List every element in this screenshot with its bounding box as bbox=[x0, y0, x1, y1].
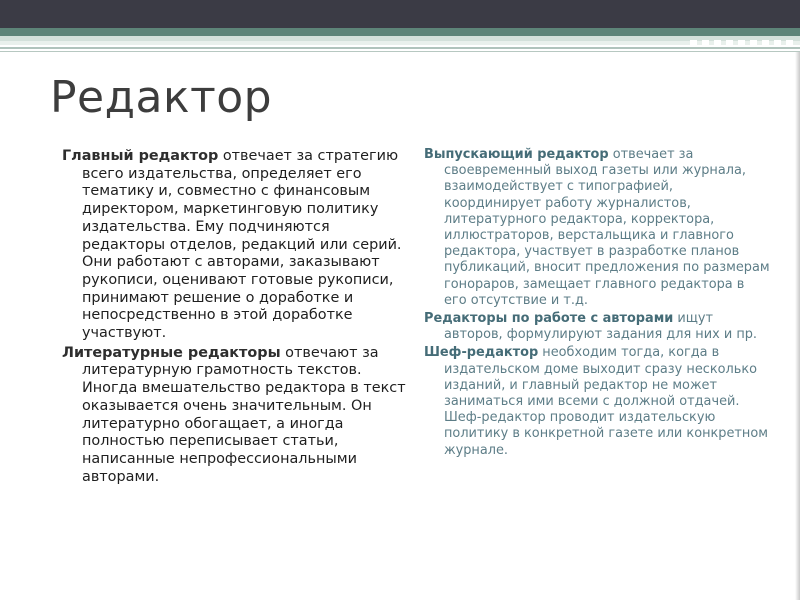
paragraph-chief-editor bbox=[62, 148, 407, 343]
paragraph-literary-editors bbox=[62, 345, 407, 487]
text-literary-editors: отвечают за литературную грамотность текстов. Иногда вмешательство редактора в текст оказывается очень значительным. Он литературно обогащает, а иногда полностью переписывает статьи, написанные непрофессиональными авторами. bbox=[82, 344, 406, 485]
term-managing-editor: Выпускающий редактор bbox=[424, 147, 609, 162]
text-chef-editor: необходим тогда, когда в издательском доме выходит сразу несколько изданий, и главный редактор не может заниматься ими всеми с должной отдачей. Шеф-редактор проводит издательскую политику в конкретной газете или конкретном журнале. bbox=[444, 345, 768, 458]
header-rule bbox=[0, 47, 800, 49]
term-chief-editor: Главный редактор bbox=[62, 148, 219, 164]
right-column bbox=[424, 147, 770, 461]
header-band-lighter bbox=[0, 41, 800, 45]
left-column bbox=[62, 148, 407, 488]
term-literary-editors: Литературные редакторы bbox=[62, 344, 281, 361]
text-chief-editor: отвечает за стратегию всего издательства, определяет его тематику и, совместно с финансовым директором, маркетинговую политику издательства. Ему подчиняются редакторы отделов, редакций или серий. Они работают с авторами, заказывают рукописи, оценивают готовые рукописи, принимают решение о доработке и непосредственно в этой доработке участвуют. bbox=[82, 148, 402, 342]
slide-title: Редактор bbox=[50, 72, 273, 123]
header-band-dark bbox=[0, 0, 800, 28]
header-band-teal bbox=[0, 28, 800, 36]
header-rule-thin bbox=[0, 51, 800, 52]
paragraph-chef-editor bbox=[424, 345, 770, 458]
paragraph-author-editors bbox=[424, 311, 770, 343]
decorative-squares bbox=[690, 40, 800, 50]
term-chef-editor: Шеф-редактор bbox=[424, 345, 539, 361]
term-author-editors: Редакторы по работе с авторами bbox=[424, 311, 674, 327]
paragraph-managing-editor bbox=[424, 147, 770, 309]
text-author-editors: ищут авторов, формулируют задания для них и пр. bbox=[444, 311, 758, 343]
right-edge-shadow bbox=[795, 52, 800, 600]
text-managing-editor: отвечает за своевременный выход газеты или журнала, взаимодействует с типографией, координирует работу журналистов, литературного редактора, корректора, иллюстраторов, верстальщика и главного редактора, участвует в разработке планов публикаций, вносит предложения по размерам гонораров, замещает главного редактора в его отсутствие и т.д. bbox=[444, 147, 770, 308]
